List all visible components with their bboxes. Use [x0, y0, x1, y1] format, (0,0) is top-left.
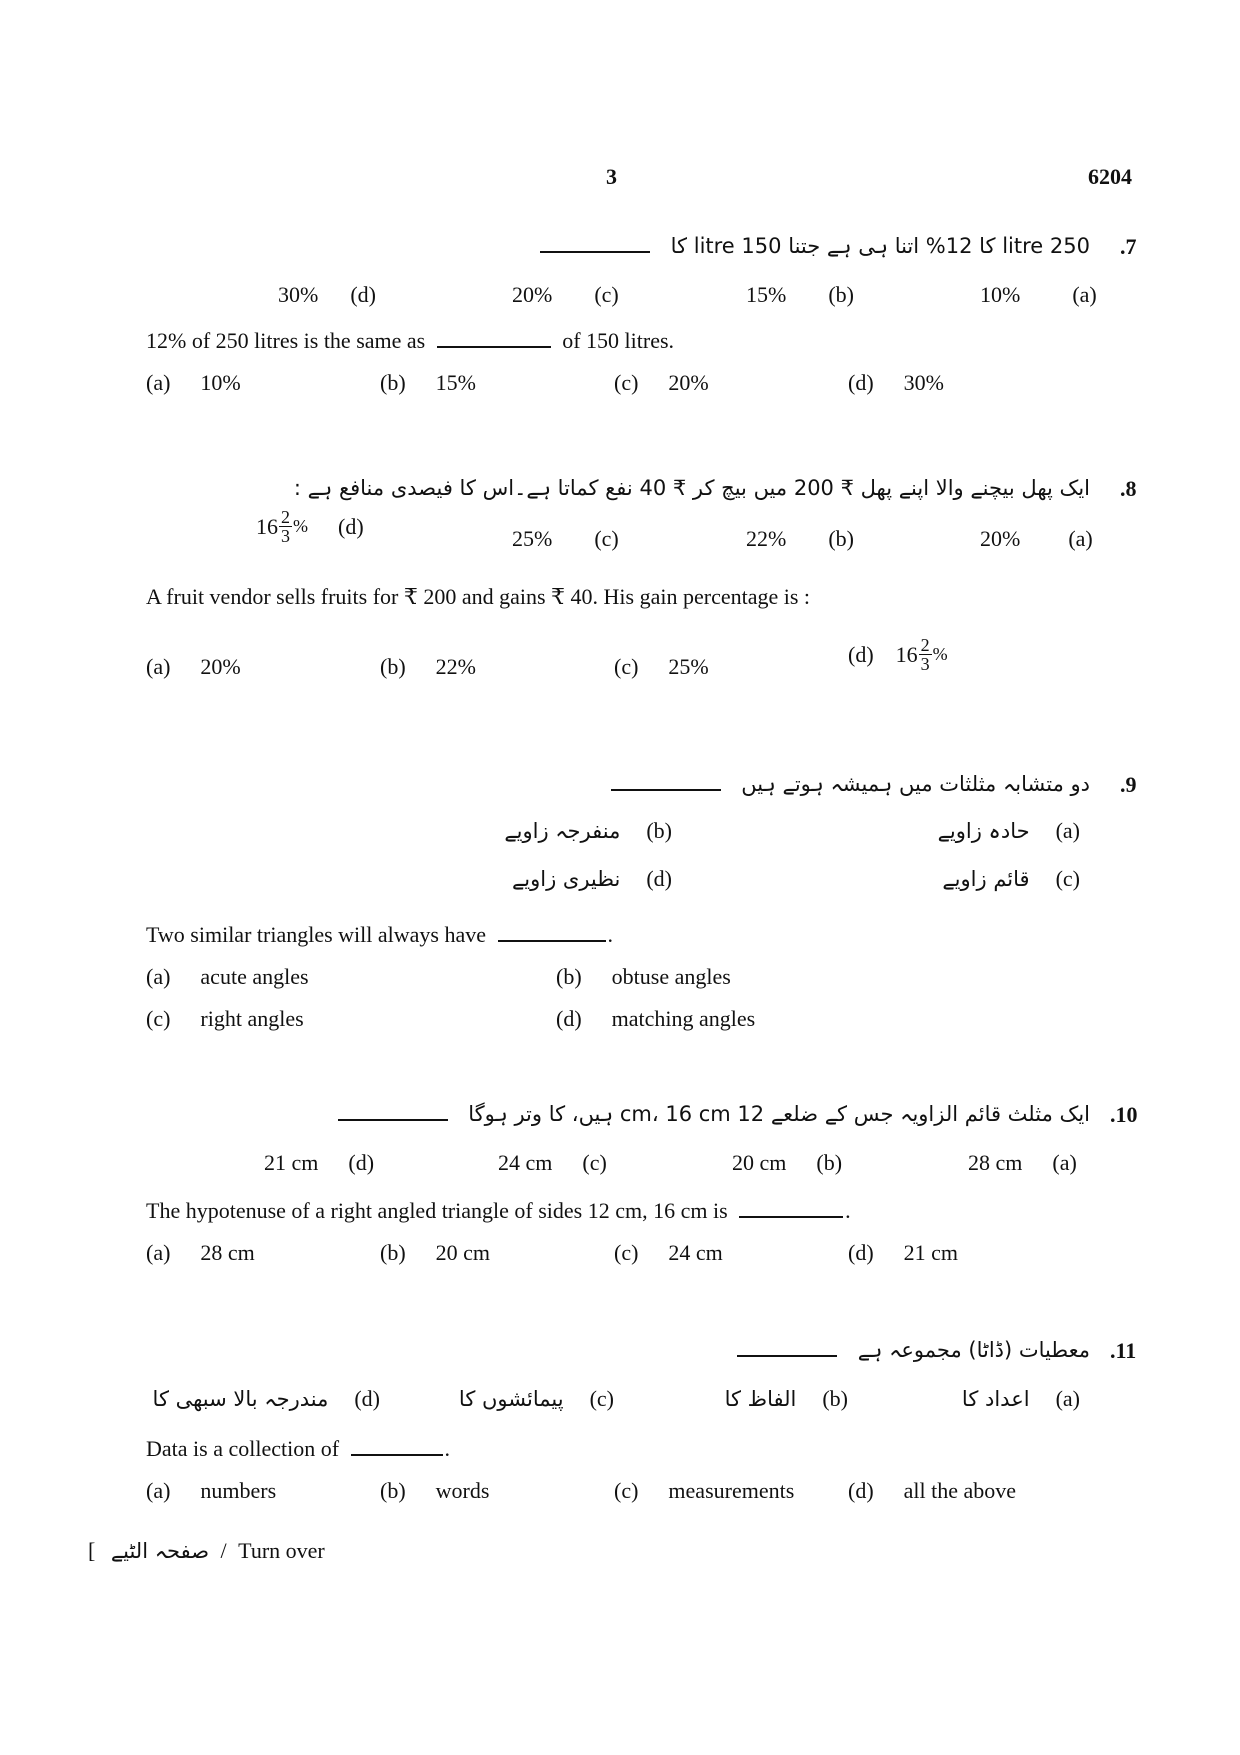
- question-number: .8: [1120, 476, 1137, 501]
- urdu-option-b: 15% (b): [746, 282, 854, 307]
- english-option-a: (a) 10%: [146, 370, 241, 395]
- english-option-a: (a) numbers: [146, 1478, 277, 1503]
- urdu-question: دو متشابہ مثلثات میں ہمیشہ ہوتے ہیں: [741, 772, 1090, 796]
- urdu-option-a: 10% (a): [980, 282, 1097, 307]
- urdu-question-text: [338, 1102, 1090, 1126]
- urdu-option-c: 24 cm (c): [498, 1150, 607, 1175]
- question-number: .7: [1120, 234, 1137, 259]
- urdu-option-b: 22% (b): [746, 526, 854, 551]
- question-number: .10: [1110, 1102, 1138, 1127]
- urdu-question-text: [540, 234, 1090, 258]
- urdu-option-b: (b)الفاظ کا: [724, 1386, 848, 1411]
- english-option-a: (a) 20%: [146, 654, 241, 679]
- urdu-question-text: [737, 1338, 1090, 1362]
- english-option-d: (d) 30%: [848, 370, 944, 395]
- english-option-d: (d) matching angles: [556, 1006, 756, 1031]
- english-option-c: (c) 25%: [614, 654, 709, 679]
- urdu-option-a: 20% (a): [980, 526, 1093, 551]
- paper-code: 6204: [1088, 164, 1132, 189]
- urdu-question-text: [611, 772, 1090, 796]
- english-option-a: (a) acute angles: [146, 964, 309, 989]
- english-option-b: (b) 20 cm: [380, 1240, 491, 1265]
- answer-blank: [498, 940, 606, 942]
- footer-bracket: [: [88, 1538, 96, 1563]
- english-question: Two similar triangles will always have .: [146, 922, 613, 947]
- english-option-a: (a) 28 cm: [146, 1240, 255, 1265]
- urdu-option-d: (d)مندرجہ بالا سبھی کا: [152, 1386, 380, 1411]
- english-option-b: (b) obtuse angles: [556, 964, 731, 989]
- english-option-b: (b) 15%: [380, 370, 476, 395]
- question-number: .11: [1110, 1338, 1137, 1363]
- footer-urdu: صفحہ الٹیے: [110, 1539, 210, 1563]
- mixed-fraction: 16 $\frac{2}{3}$ %: [256, 507, 308, 546]
- answer-blank: [737, 1355, 837, 1357]
- english-question: Data is a collection of .: [146, 1436, 451, 1461]
- urdu-option-b: (b)منفرجہ زاویے: [504, 818, 672, 843]
- footer-english: Turn over: [238, 1538, 325, 1563]
- answer-blank: [351, 1454, 443, 1456]
- question-number: .9: [1120, 772, 1137, 797]
- english-option-d: (d) 16 $\frac{2}{3}$ %: [848, 635, 948, 674]
- mixed-fraction: 16 $\frac{2}{3}$ %: [895, 635, 948, 674]
- english-option-b: (b) 22%: [380, 654, 476, 679]
- urdu-option-c: (c)قائم زاویے: [942, 866, 1080, 891]
- urdu-question: ایک پھل بیچنے والا اپنے پھل ₹ 200 میں بیچ کر ₹ 40 نفع کماتا ہے۔اس کا فیصدی منافع ہے :: [293, 476, 1090, 500]
- english-option-c: (c) 20%: [614, 370, 709, 395]
- urdu-option-c: 20% (c): [512, 282, 619, 307]
- answer-blank: [540, 251, 650, 253]
- answer-blank: [611, 789, 721, 791]
- urdu-option-c: (c)پیمائشوں کا: [458, 1386, 614, 1411]
- page-number: 3: [606, 164, 617, 189]
- english-option-d: (d) all the above: [848, 1478, 1017, 1503]
- english-option-d: (d) 21 cm: [848, 1240, 959, 1265]
- footer-separator: /: [220, 1538, 227, 1563]
- urdu-option-d: 30% (d): [278, 282, 376, 307]
- urdu-option-c: 25% (c): [512, 526, 619, 551]
- english-question: The hypotenuse of a right angled triangle of sides 12 cm, 16 cm is .: [146, 1198, 851, 1223]
- english-option-c: (c) 24 cm: [614, 1240, 723, 1265]
- english-option-c: (c) measurements: [614, 1478, 795, 1503]
- urdu-option-d: (d)نظیری زاویے: [511, 866, 672, 891]
- urdu-question: ایک مثلث قائم الزاویہ جس کے ضلعے 12 cm، 16 cm ہیں، کا وتر ہوگا: [468, 1102, 1090, 1126]
- urdu-option-a: (a)اعداد کا: [961, 1386, 1080, 1411]
- answer-blank: [739, 1216, 843, 1218]
- urdu-option-a: (a)حادہ زاویے: [937, 818, 1080, 843]
- urdu-question: 250 litre کا 12% اتنا ہی ہے جتنا 150 litre کا: [670, 234, 1090, 258]
- turn-over-footer: [88, 1538, 325, 1564]
- answer-blank: [437, 346, 551, 348]
- english-question: A fruit vendor sells fruits for ₹ 200 and gains ₹ 40. His gain percentage is :: [146, 584, 811, 609]
- english-option-c: (c) right angles: [146, 1006, 304, 1031]
- answer-blank: [338, 1119, 448, 1121]
- urdu-question: معطیات (ڈاٹا) مجموعہ ہے: [857, 1338, 1090, 1362]
- urdu-option-a: 28 cm (a): [968, 1150, 1077, 1175]
- english-option-b: (b) words: [380, 1478, 490, 1503]
- english-question: 12% of 250 litres is the same as of 150 litres.: [146, 328, 675, 353]
- urdu-option-d: 16 $\frac{2}{3}$ % (d): [256, 507, 364, 546]
- urdu-option-d: 21 cm (d): [264, 1150, 375, 1175]
- urdu-option-b: 20 cm (b): [732, 1150, 843, 1175]
